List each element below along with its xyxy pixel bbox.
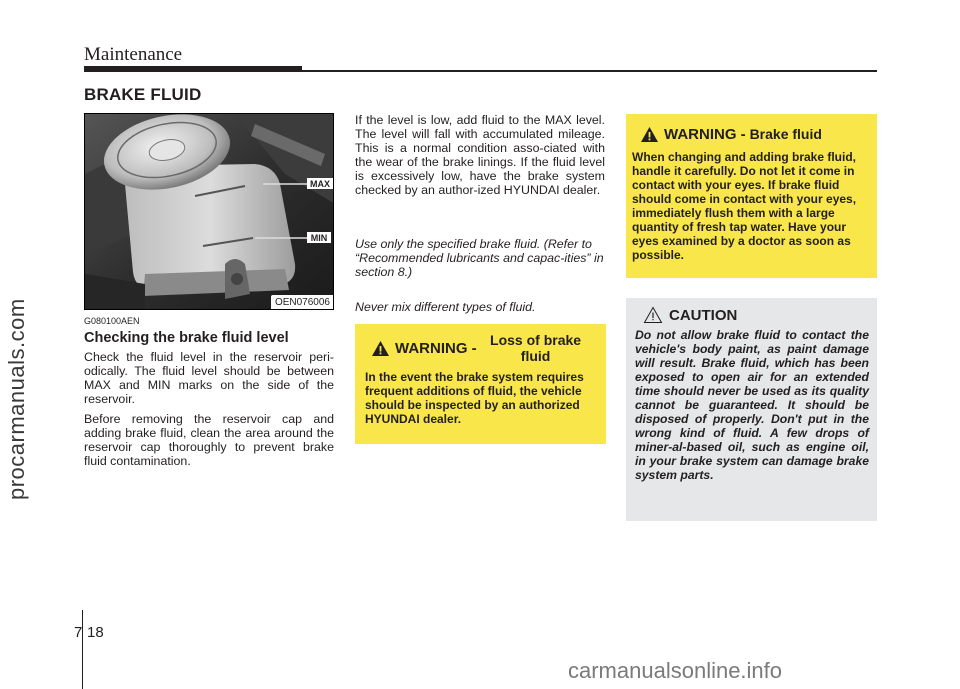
caution-title: CAUTION [669,306,738,324]
header-rule [302,70,877,72]
reservoir-illustration [85,114,334,310]
warning-body: When changing and adding brake fluid, handle it carefully. Do not let it come in contact with your eyes. If brake fluid should come in contact with your eyes, immediately flush them with a large quantity of fresh tap water. Have your eyes examined by a doctor as soon as possible. [632,150,857,262]
warning-body: In the event the brake system requires frequent additions of fluid, the vehicle should be inspected by an authorized HYUNDAI dealer. [365,370,584,426]
bottom-watermark: carmanualsonline.info [568,658,783,683]
warning-header [371,332,599,364]
subsection-heading: Checking the brake fluid level [84,330,289,346]
paragraph-before-removing: Before removing the reservoir cap and adding brake fluid, clean the area around the reservoir cap thoroughly to prevent brake fluid contamination. [84,412,334,468]
section-title: BRAKE FLUID [84,85,202,104]
chapter-number: 7 [74,624,83,641]
page-number: 18 [87,624,104,641]
max-label: MAX [310,179,330,189]
page-header-title: Maintenance [84,44,183,65]
section-code: G080100AEN [84,316,140,326]
brake-reservoir-photo [84,113,334,310]
warning-icon [640,126,659,143]
header-bar [84,66,302,72]
warning-icon [371,340,390,357]
warning-title: Brake fluid [749,126,822,142]
photo-caption: OEN076006 [271,295,333,309]
warning-label: WARNING - [664,125,746,143]
paragraph-low-level: If the level is low, add fluid to the MAX level. The level will fall with accumulated mileage. This is a normal condition asso-ciated with the wear of the brake linings. If the fluid level is excessively low, have the brake system checked by an author-ized HYUNDAI dealer. [355,113,605,197]
warning-loss-of-fluid-box [355,324,606,444]
caution-header [643,306,869,324]
min-label: MIN [310,233,328,243]
warning-header [640,122,870,146]
side-watermark: procarmanuals.com [4,298,29,500]
caution-body: Do not allow brake fluid to contact the vehicle's body paint, as paint damage will result. Brake fluid, which has been exposed to open air for an extended time should never be used as its quality cannot be guaranteed. It should be disposed of properly. Don't put in the wrong kind of fluid. A few drops of miner-al-based oil, such as engine oil, in your brake system can damage brake system parts. [635,328,869,482]
warning-brake-fluid-box [626,114,877,278]
caution-icon [643,306,663,324]
paragraph-check-level: Check the fluid level in the reservoir peri-odically. The fluid level should be between MAX and MIN marks on the side of the reservoir. [84,350,334,406]
footer-divider [82,610,83,689]
warning-label: WARNING - [395,339,477,357]
note-never-mix: Never mix different types of fluid. [355,300,536,314]
note-specified-fluid: Use only the specified brake fluid. (Refer to “Recommended lubricants and capac-ities” in section 8.) [355,237,604,279]
caution-box [626,298,877,521]
warning-title: Loss of brake fluid [490,332,582,364]
